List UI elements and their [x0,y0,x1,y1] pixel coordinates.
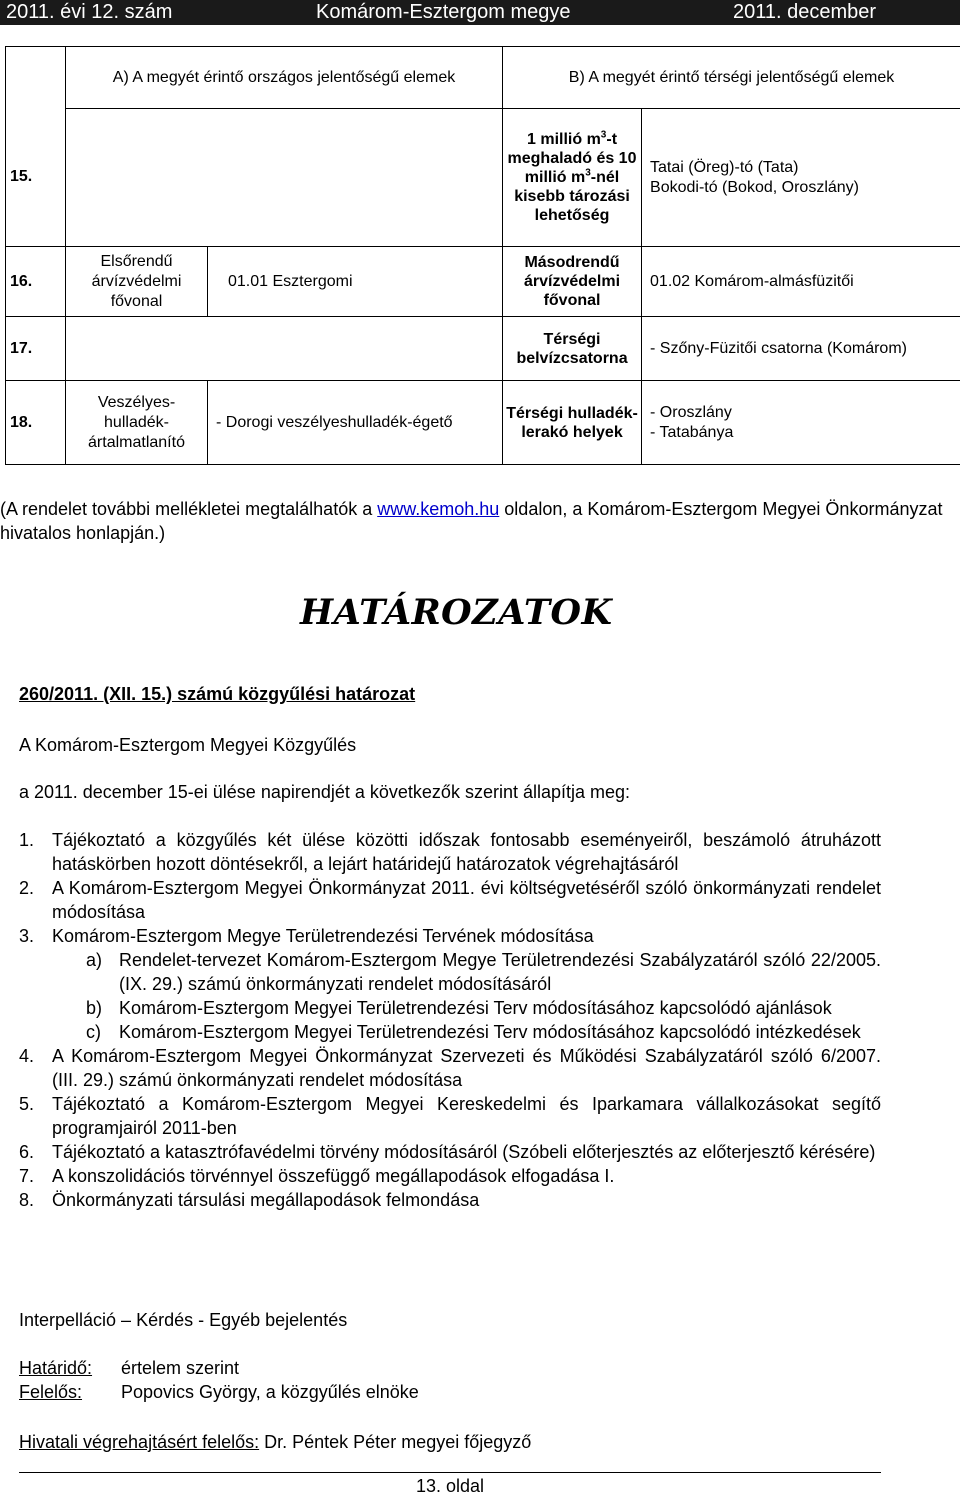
b-text-reservoir: Tatai (Öreg)-tó (Tata) Bokodi-tó (Bokod, Oroszlány) [642,109,960,247]
list-item: 8. Önkormányzati társulási megállapodások felmondása [19,1190,480,1210]
a-label-waste: Veszélyes-hulladék-ártalmatlanító [66,381,208,465]
list-item: 2. A Komárom-Esztergom Megyei Önkormányzat 2011. évi költségvetéséről szóló önkormányzati rendelet módosítása [19,878,881,922]
responsible [19,1382,419,1403]
list-subitem: c) Komárom-Esztergom Megyei Területrendezési Terv módosításához kapcsolódó intézkedések [86,1022,861,1042]
deadline-label: Határidő: [19,1358,93,1378]
header-a: A) A megyét érintő országos jelentőségű elemek [66,47,503,109]
header-date: 2011. december [733,1,877,23]
row-number: 15. [6,109,66,247]
list-item: 7. A konszolidációs törvénnyel összefüggő megállapodások elfogadása I. [19,1166,615,1186]
official-responsible [19,1432,531,1453]
row-number: 17. [6,317,66,381]
official-value: Dr. Péntek Péter megyei főjegyző [259,1432,532,1452]
resolution-number: 260/2011. (XII. 15.) számú közgyűlési határozat [19,684,416,704]
b-label-reservoir: 1 millió $m^3-t$ meghaladó és 10 millió $m^3$-nél kisebb tározási lehetőség [503,109,642,247]
kemoh-link[interactable]: www.kemoh.hu [377,499,500,519]
row-number: 16. [6,247,66,317]
annex-note: (A rendelet további mellékletei megtalálhatók a www.kemoh.hu oldalon, a Komárom-Esztergom Megyei Önkormányzat hivatalos honlapján.) [0,499,943,543]
b-text-flood: 01.02 Komárom-almásfüzitői [642,247,960,317]
a-text-flood: 01.01 Esztergomi [208,247,503,317]
page-header [0,0,960,25]
agenda-list [19,828,881,1212]
list-item: 1. Tájékoztató a közgyűlés két ülése közötti időszak fontosabb eseményeiről, beszámoló átruházott hatáskörben hozott döntésekről, a lejárt határidejű határozatok végrehajtásáról [19,830,881,874]
header-b: B) A megyét érintő térségi jelentőségű elemek [503,47,960,109]
a-label-flood: Elsőrendű árvízvédelmi fővonal [66,247,208,317]
list-item: 4. A Komárom-Esztergom Megyei Önkormányzat Szervezeti és Működési Szabályzatáról szóló 6/2007. (III. 29.) számú önkormányzati rendelet módosítása [19,1046,881,1090]
list-subitem: a) Rendelet-tervezet Komárom-Esztergom Megye Területrendezési Szabályzatáról szóló 22/2005. (IX. 29.) számú önkormányzati rendelet módosításáról [86,950,881,994]
header-issue: 2011. évi 12. szám [6,1,173,23]
page-number: 13. oldal [415,1476,485,1496]
b-label-landfill: Térségi hulladék-lerakó helyek [503,381,642,465]
b-text-canal: - Szőny-Füzitői csatorna (Komárom) [642,317,960,381]
list-item: 5. Tájékoztató a Komárom-Esztergom Megyei Kereskedelmi és Iparkamara vállalkozásokat segítő programjairól 2011-ben [19,1094,881,1138]
deadline [19,1358,239,1379]
section-title: HATÁROZATOK [300,592,613,633]
list-item: 3. Komárom-Esztergom Megye Területrendezési Tervének módosítása [19,926,594,946]
list-item: 6. Tájékoztató a katasztrófavédelmi törvény módosításáról (Szóbeli előterjesztés az előterjesztő kérésére) [19,1142,876,1162]
responsible-label: Felelős: [19,1382,83,1402]
a-text-waste: - Dorogi veszélyeshulladék-égető [208,381,503,465]
official-label: Hivatali végrehajtásért felelős: [19,1432,260,1452]
deadline-value: értelem szerint [121,1358,240,1378]
responsible-value: Popovics György, a közgyűlés elnöke [121,1382,419,1402]
b-label-canal: Térségi belvízcsatorna [503,317,642,381]
resolution-intro: a 2011. december 15-ei ülése napirendjét a következők szerint állapítja meg: [19,782,631,802]
header-county: Komárom-Esztergom megye [316,1,571,23]
b-text-landfill: - Oroszlány - Tatabánya [642,381,960,465]
resolution-body: A Komárom-Esztergom Megyei Közgyűlés [19,735,357,755]
row-number: 18. [6,381,66,465]
elements-table [5,46,960,465]
b-label-flood: Másodrendű árvízvédelmi fővonal [503,247,642,317]
list-subitem: b) Komárom-Esztergom Megyei Területrendezési Terv módosításához kapcsolódó ajánlások [86,998,832,1018]
footer-divider [19,1472,881,1473]
interpellation: Interpelláció – Kérdés - Egyéb bejelentés [19,1310,348,1330]
